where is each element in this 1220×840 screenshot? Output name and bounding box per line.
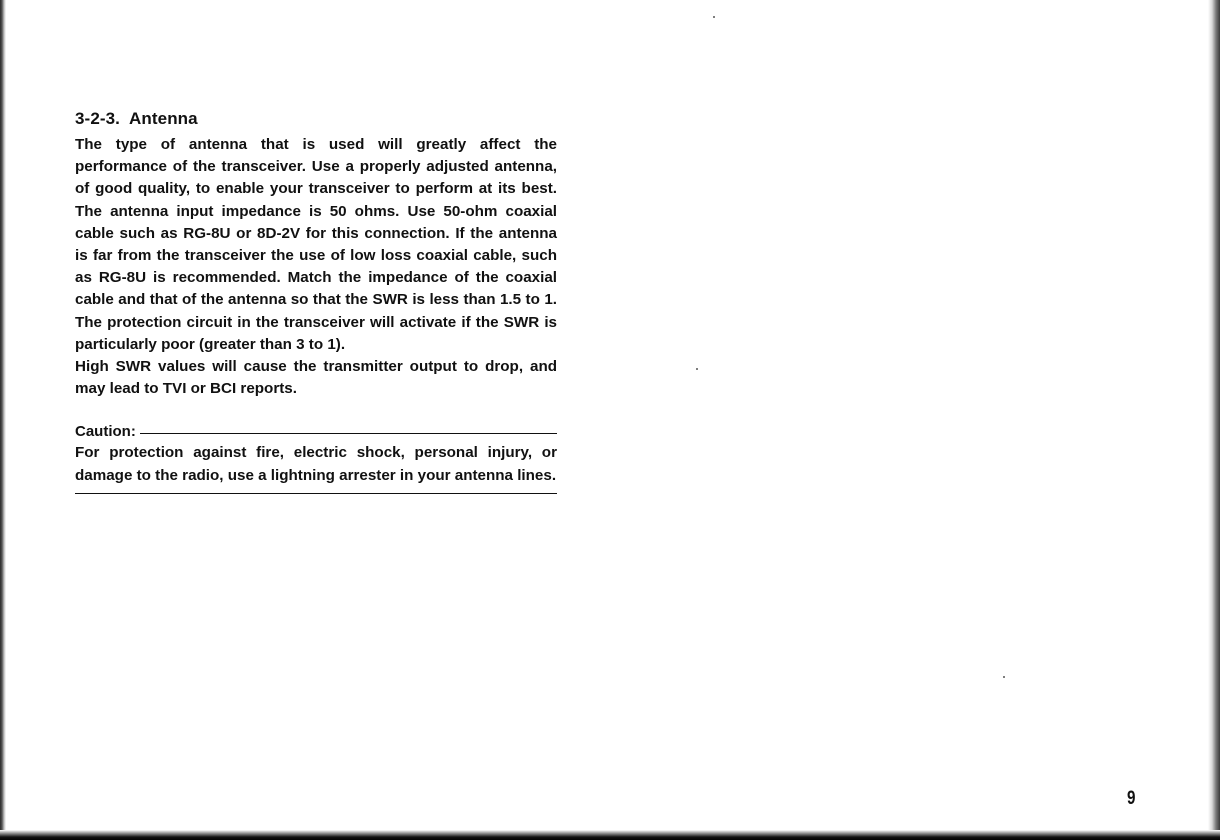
section-heading [75, 108, 557, 130]
caution-label: Caution: [75, 423, 136, 441]
scan-edge-left [0, 0, 6, 840]
scan-edge-right [1208, 0, 1220, 840]
scan-speck [1003, 676, 1005, 678]
section-title: Antenna [129, 109, 198, 128]
caution-box [75, 422, 557, 493]
scan-edge-bottom [0, 830, 1220, 840]
section-number: 3-2-3. [75, 109, 121, 128]
scan-speck [713, 16, 715, 18]
caution-text: For protection against fire, electric shock, personal injury, or damage to the radio, use a lightning arrester in your antenna lines. [75, 444, 557, 484]
caution-top-rule [140, 433, 557, 434]
caution-header [75, 422, 557, 442]
page-number: 9 [1127, 788, 1136, 809]
scan-speck [696, 368, 698, 370]
text-column [75, 108, 557, 494]
caution-bottom-rule [75, 493, 557, 494]
body-paragraph: The type of antenna that is used will greatly affect the performance of the transceiver. Use a properly adjusted antenna, of good quality, to enable your transceiver to perform at its best. The antenna input impedance is 50 ohms. Use 50-ohm coaxial cable such as RG-8U or 8D-2V for this connection. If the antenna is far from the transceiver the use of low loss coaxial cable, such as RG-8U is recommended. Match the impedance of the coaxial cable and that of the antenna so that the SWR is less than 1.5 to 1. The protection circuit in the transceiver will activate if the SWR is particularly poor (greater than 3 to 1). [75, 136, 557, 353]
body-paragraph-swr: High SWR values will cause the transmitter output to drop, and may lead to TVI or BCI reports. [75, 358, 557, 398]
